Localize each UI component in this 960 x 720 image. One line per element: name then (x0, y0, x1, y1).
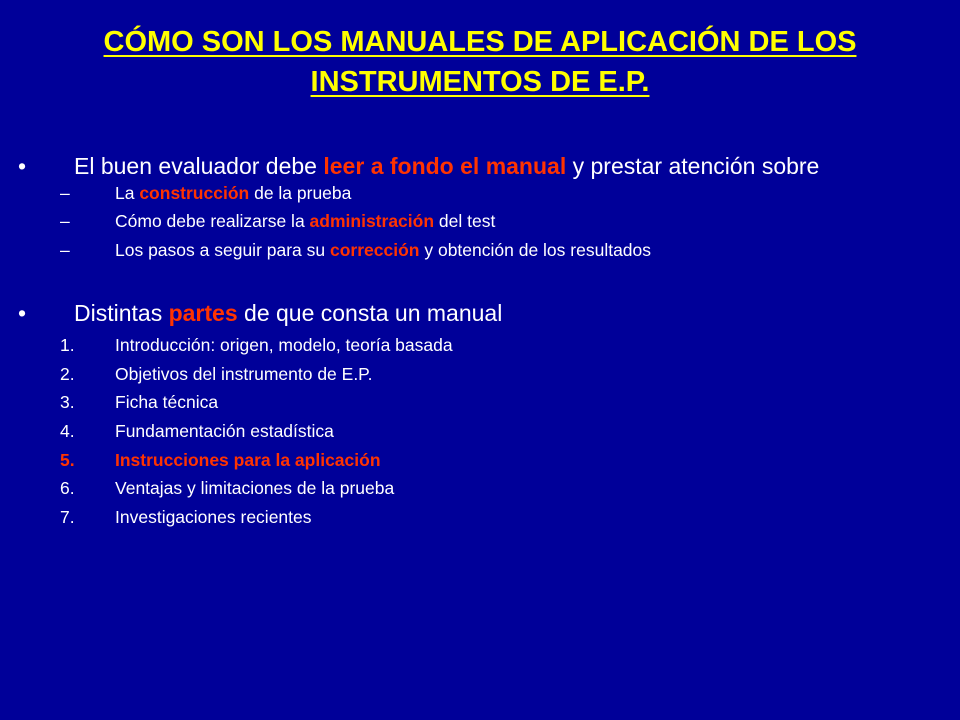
item-text: Investigaciones recientes (115, 507, 312, 527)
item-text: Ficha técnica (115, 392, 219, 412)
bullet-text-after: y prestar atención sobre (566, 153, 820, 179)
sub-item-text (115, 180, 351, 206)
dash-marker: – (60, 183, 70, 203)
item-text: Introducción: origen, modelo, teoría basada (115, 335, 453, 355)
sub-item-before: Cómo debe realizarse la (115, 211, 310, 231)
item-text: Objetivos del instrumento de E.P. (115, 364, 373, 384)
bullet-text-before: Distintas (74, 300, 169, 326)
sub-item-highlight: corrección (330, 240, 420, 260)
sub-item-after: del test (434, 211, 496, 231)
bullet-text (74, 151, 819, 181)
slide-title (40, 22, 920, 102)
dash-marker: – (60, 240, 70, 260)
sub-item-text (115, 208, 495, 234)
item-number: 2. (60, 364, 75, 384)
bullet-text (74, 298, 502, 328)
dash-marker: – (60, 211, 70, 231)
title-line-2: INSTRUMENTOS DE E.P. (310, 66, 650, 98)
bullet-text-highlight: leer a fondo el manual (323, 153, 567, 179)
item-text: Fundamentación estadística (115, 421, 334, 441)
sub-item-before: Los pasos a seguir para su (115, 240, 330, 260)
item-number: 7. (60, 507, 75, 527)
item-text: Instrucciones para la aplicación (115, 450, 381, 470)
bullet-text-before: El buen evaluador debe (74, 153, 324, 179)
item-text: Ventajas y limitaciones de la prueba (115, 478, 395, 498)
sub-item-highlight: administración (309, 211, 435, 231)
sub-item-text (115, 237, 651, 263)
item-number: 1. (60, 335, 75, 355)
item-number: 6. (60, 478, 75, 498)
bullet-marker: • (18, 153, 27, 179)
bullet-text-highlight: partes (168, 300, 238, 326)
sub-item-after: y obtención de los resultados (419, 240, 652, 260)
bullet-marker: • (18, 300, 27, 326)
sub-item-before: La (115, 183, 140, 203)
item-number: 4. (60, 421, 75, 441)
item-number: 5. (60, 450, 75, 470)
item-number: 3. (60, 392, 75, 412)
title-line-1: CÓMO SON LOS MANUALES DE APLICACIÓN DE LOS (103, 26, 857, 58)
sub-item-after: de la prueba (249, 183, 352, 203)
sub-item-highlight: construcción (139, 183, 250, 203)
bullet-text-after: de que consta un manual (237, 300, 503, 326)
